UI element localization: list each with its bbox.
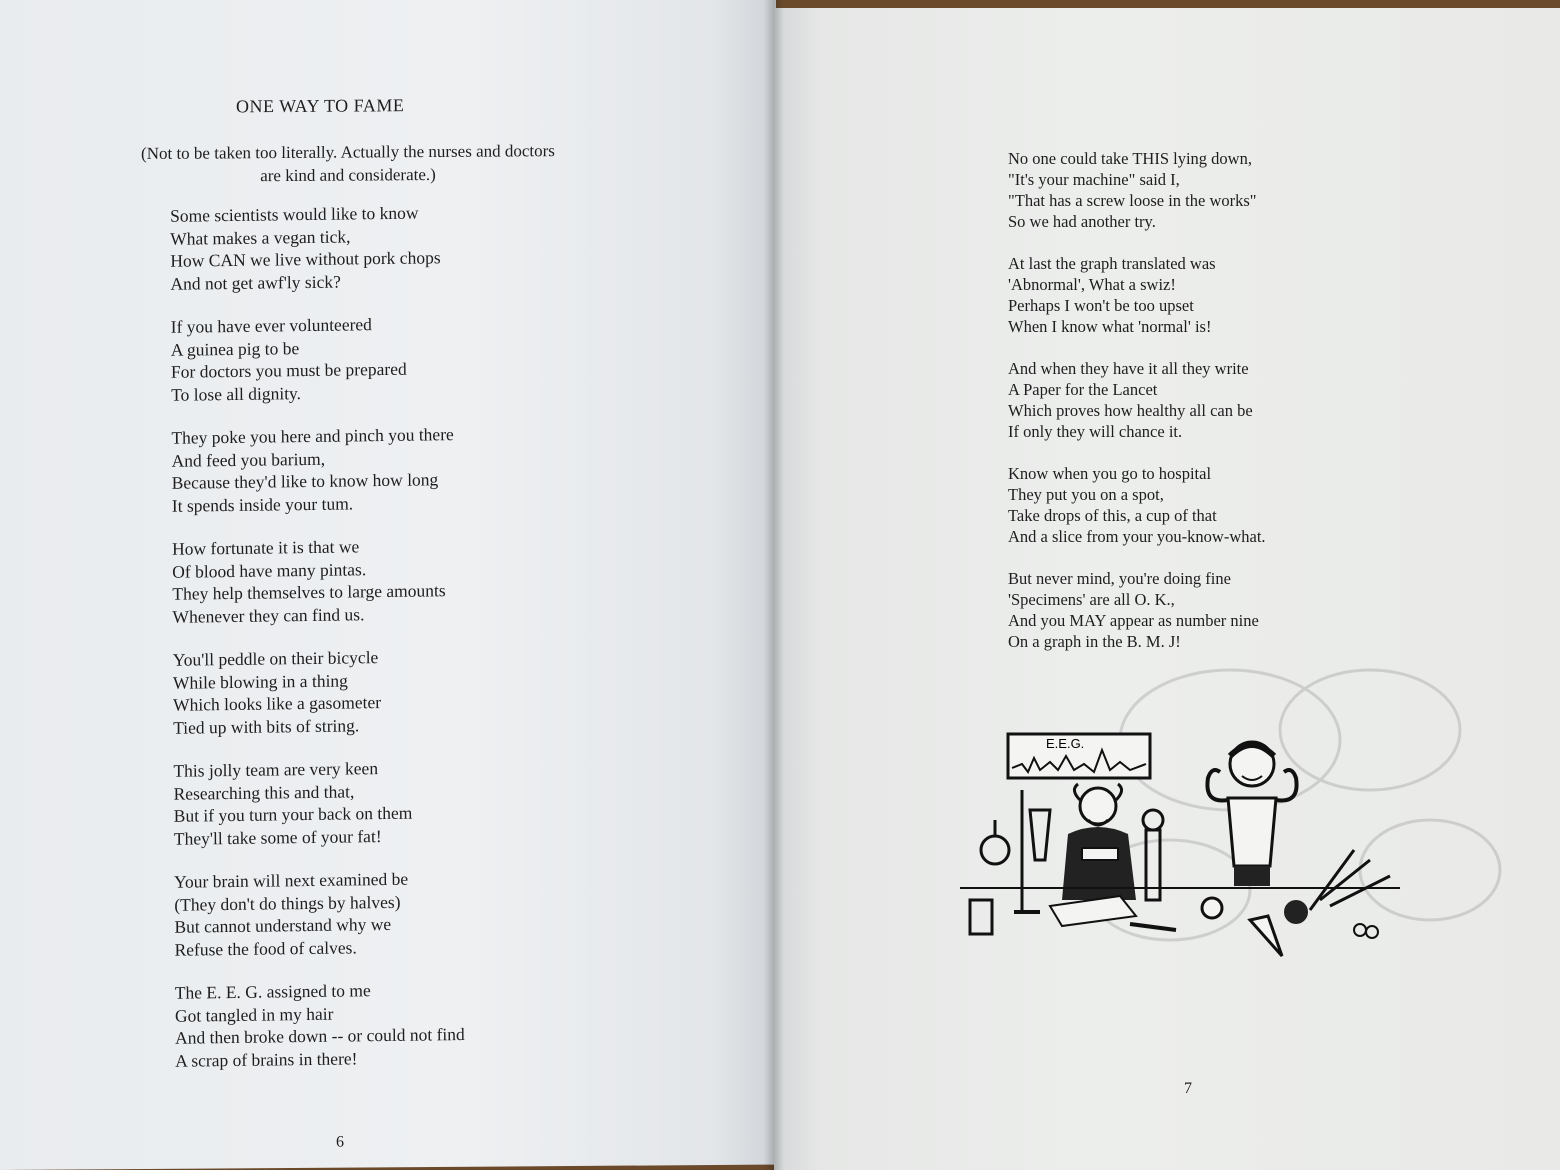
poem-line: "It's your machine" said I, (1008, 170, 1180, 189)
stanza (1008, 463, 1266, 547)
poem-line: And then broke down -- or could not find (175, 1023, 465, 1048)
poem-line: 'Specimens' are all O. K., (1008, 590, 1175, 609)
stanza (171, 312, 461, 406)
poem-line: How CAN we live without pork chops (170, 247, 441, 271)
poem-line: A guinea pig to be (170, 337, 300, 360)
stanza (1008, 568, 1266, 652)
poem-line: And a slice from your you-know-what. (1008, 527, 1266, 546)
poem-line: (They don't do things by halves) (174, 891, 401, 915)
book-gutter (764, 0, 784, 1170)
stanza (170, 201, 460, 295)
poem-line: Because they'd like to know how long (171, 469, 439, 493)
poem-line: What makes a vegan tick, (170, 225, 351, 249)
poem-line: And feed you barium, (171, 448, 326, 471)
poem-line: If you have ever volunteered (170, 314, 372, 337)
right-poem (1008, 148, 1266, 673)
poem-line: But if you turn your back on them (173, 802, 413, 826)
poem-line: Take drops of this, a cup of that (1008, 506, 1217, 525)
poem-line: To lose all dignity. (171, 382, 302, 405)
poem-line: A scrap of brains in there! (175, 1047, 358, 1071)
poem-line: You'll peddle on their bicycle (172, 647, 379, 670)
eeg-label: E.E.G. (1046, 736, 1085, 751)
stanza (175, 978, 465, 1072)
stanza (172, 534, 462, 628)
scientist-and-vegan-illustration (950, 720, 1410, 970)
left-page (0, 0, 776, 1170)
subtitle-line: (Not to be taken too literally. Actually the nurses and doctors (141, 141, 555, 164)
poem-line: 'Abnormal', What a swiz! (1008, 275, 1176, 294)
poem-line: So we had another try. (1008, 212, 1156, 231)
poem-line: Of blood have many pintas. (172, 558, 367, 582)
poem-line: They poke you here and pinch you there (171, 424, 454, 448)
poem-line: They put you on a spot, (1008, 485, 1164, 504)
poem-line: This jolly team are very keen (173, 758, 379, 781)
poem-line: Whenever they can find us. (172, 603, 365, 627)
poem-line: On a graph in the B. M. J! (1008, 632, 1181, 651)
poem-line: They help themselves to large amounts (172, 580, 446, 604)
poem-line: At last the graph translated was (1008, 254, 1216, 273)
poem-line: And not get awf'ly sick? (170, 271, 341, 294)
poem-line: While blowing in a thing (172, 669, 348, 693)
poem-line: No one could take THIS lying down, (1008, 149, 1252, 168)
stanza (171, 423, 461, 517)
poem-line: Refuse the food of calves. (174, 936, 357, 960)
page-number: 6 (336, 1133, 344, 1151)
poem-line: Perhaps I won't be too upset (1008, 296, 1194, 315)
stanza (1008, 358, 1266, 442)
poem-line: And you MAY appear as number nine (1008, 611, 1259, 630)
poem-line: And when they have it all they write (1008, 359, 1249, 378)
poem-line: They'll take some of your fat! (173, 825, 382, 849)
poem-line: But cannot understand why we (174, 913, 392, 937)
page-number: 7 (1184, 1080, 1192, 1097)
subtitle-line: are kind and considerate.) (260, 164, 436, 186)
left-poem (170, 201, 465, 1093)
poem-line: Which proves how healthy all can be (1008, 401, 1253, 420)
stanza (173, 645, 463, 739)
stanza (1008, 148, 1266, 232)
poem-line: A Paper for the Lancet (1008, 380, 1158, 399)
poem-line: But never mind, you're doing fine (1008, 569, 1231, 588)
poem-line: Researching this and that, (173, 780, 355, 804)
poem-line: Your brain will next examined be (174, 868, 409, 892)
poem-line: "That has a screw loose in the works" (1008, 191, 1257, 210)
poem-line: Know when you go to hospital (1008, 464, 1212, 483)
poem-line: If only they will chance it. (1008, 422, 1183, 441)
poem-line: The E. E. G. assigned to me (174, 980, 371, 1003)
poem-subtitle (68, 139, 628, 189)
poem-line: Some scientists would like to know (170, 202, 419, 226)
stanza (174, 867, 464, 961)
poem-line: Tied up with bits of string. (173, 714, 360, 738)
poem-title: ONE WAY TO FAME (236, 95, 405, 117)
poem-line: When I know what 'normal' is! (1008, 317, 1212, 336)
poem-line: Which looks like a gasometer (172, 692, 382, 715)
poem-line: Got tangled in my hair (174, 1003, 334, 1026)
poem-line: It spends inside your tum. (171, 492, 354, 516)
stanza (1008, 253, 1266, 337)
poem-line: How fortunate it is that we (172, 536, 360, 559)
stanza (173, 756, 463, 850)
poem-line: For doctors you must be prepared (170, 358, 407, 382)
